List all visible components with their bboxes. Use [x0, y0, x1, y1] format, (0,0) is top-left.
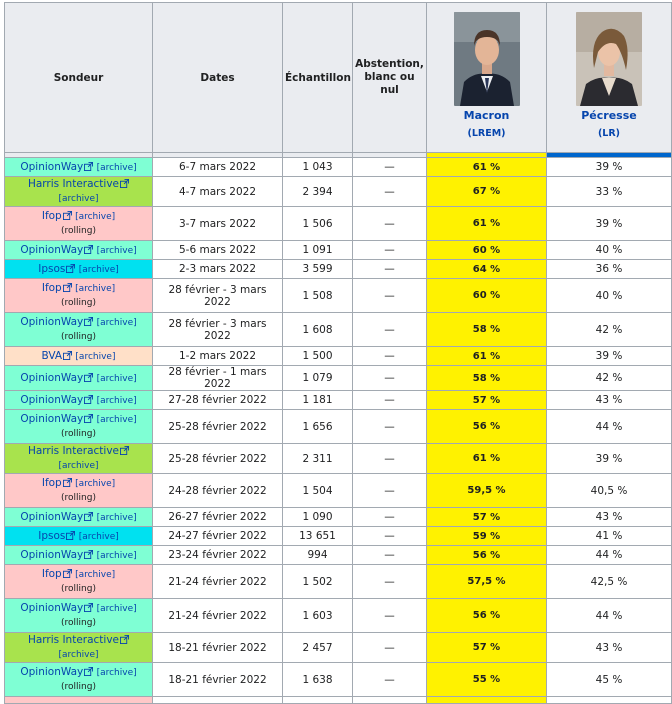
pecresse-value: 40 %: [547, 279, 672, 313]
pollster-cell: [5, 663, 153, 697]
table-row: [5, 177, 672, 207]
header-pollster[interactable]: Sondeur: [5, 3, 153, 153]
abstention-cell: —: [353, 347, 427, 366]
dates-cell: 24-27 février 2022: [153, 527, 283, 546]
abstention-cell: —: [353, 474, 427, 508]
sample-cell: 1 502: [283, 565, 353, 599]
table-row: [5, 663, 672, 697]
sample-cell: 1 608: [283, 313, 353, 347]
abstention-cell: —: [353, 207, 427, 241]
pecresse-value: 33 %: [547, 177, 672, 207]
macron-value: 57 %: [427, 508, 547, 527]
pecresse-portrait-photo[interactable]: [576, 12, 642, 106]
abstention-cell: —: [353, 599, 427, 633]
pollster-link[interactable]: Ipsos: [38, 529, 66, 542]
pollster-link[interactable]: Harris Interactive: [27, 445, 120, 457]
dates-cell: 27-28 février 2022: [153, 391, 283, 410]
partial-cell: [353, 697, 427, 704]
external-link-icon[interactable]: [83, 372, 93, 384]
partial-cell: [547, 697, 672, 704]
pollster-link[interactable]: OpinionWay: [20, 666, 84, 678]
archive-link[interactable]: [archive]: [96, 318, 137, 328]
dates-cell: 2-3 mars 2022: [153, 260, 283, 279]
sample-cell: 1 603: [283, 599, 353, 633]
pollster-cell: [5, 444, 153, 474]
table-row: [5, 508, 672, 527]
pecresse-value: 43 %: [547, 391, 672, 410]
pollster-link[interactable]: Harris Interactive: [27, 634, 120, 646]
external-link-icon[interactable]: [62, 350, 72, 362]
dates-cell: 28 février - 1 mars 2022: [153, 366, 283, 391]
sample-cell: 2 394: [283, 177, 353, 207]
archive-link[interactable]: [archive]: [96, 395, 137, 406]
candidate-party-pecresse[interactable]: (LR): [597, 127, 621, 139]
abstention-cell: —: [353, 527, 427, 546]
dates-cell: 1-2 mars 2022: [153, 347, 283, 366]
sample-cell: 1 638: [283, 663, 353, 697]
pecresse-value: 44 %: [547, 546, 672, 565]
macron-value: 56 %: [427, 599, 547, 633]
abstention-cell: —: [353, 241, 427, 260]
archive-link[interactable]: [archive]: [75, 212, 116, 222]
pollster-cell: [5, 546, 153, 565]
table-row: [5, 633, 672, 663]
table-row: [5, 158, 672, 177]
pollster-link[interactable]: OpinionWay: [20, 510, 84, 523]
macron-value: 57,5 %: [427, 565, 547, 599]
pollster-link[interactable]: OpinionWay: [20, 160, 84, 173]
pollster-cell: [5, 474, 153, 508]
pollster-link[interactable]: Harris Interactive: [27, 178, 120, 190]
candidate-party-macron[interactable]: (LREM): [467, 127, 506, 139]
sample-cell: 13 651: [283, 527, 353, 546]
pecresse-value: 42 %: [547, 313, 672, 347]
macron-value: 64 %: [427, 260, 547, 279]
external-link-icon[interactable]: [83, 161, 93, 173]
macron-value: 61 %: [427, 207, 547, 241]
sample-cell: 1 506: [283, 207, 353, 241]
archive-link[interactable]: [archive]: [58, 461, 99, 471]
pecresse-value: 43 %: [547, 633, 672, 663]
pollster-link[interactable]: Ifop: [41, 282, 62, 294]
abstention-cell: —: [353, 391, 427, 410]
pecresse-value: 44 %: [547, 599, 672, 633]
pecresse-value: 43 %: [547, 508, 672, 527]
archive-link[interactable]: [archive]: [58, 194, 99, 204]
sample-cell: 994: [283, 546, 353, 565]
pecresse-value: 40 %: [547, 241, 672, 260]
pollster-link[interactable]: BVA: [41, 349, 63, 362]
dates-cell: 28 février - 3 mars 2022: [153, 313, 283, 347]
external-link-icon[interactable]: [65, 530, 75, 542]
pollster-cell: [5, 599, 153, 633]
partial-cell: [427, 697, 547, 704]
abstention-cell: —: [353, 177, 427, 207]
pollster-cell: [5, 410, 153, 444]
table-row: [5, 546, 672, 565]
rolling-note: (rolling): [61, 682, 96, 692]
pollster-link[interactable]: Ifop: [41, 568, 62, 580]
rolling-note: (rolling): [61, 332, 96, 342]
candidate-name-macron[interactable]: Macron: [463, 108, 510, 122]
pollster-cell: [5, 347, 153, 366]
candidate-header-pecresse: [547, 3, 672, 153]
table-row: [5, 207, 672, 241]
pollster-cell: [5, 158, 153, 177]
sample-cell: 2 457: [283, 633, 353, 663]
archive-link[interactable]: [archive]: [96, 604, 137, 614]
table-row: [5, 565, 672, 599]
pecresse-value: 42 %: [547, 366, 672, 391]
table-row: [5, 313, 672, 347]
dates-cell: 21-24 février 2022: [153, 599, 283, 633]
pollster-link[interactable]: Ifop: [41, 477, 62, 489]
dates-cell: 25-28 février 2022: [153, 410, 283, 444]
macron-value: 57 %: [427, 391, 547, 410]
macron-value: 55 %: [427, 663, 547, 697]
sample-cell: 2 311: [283, 444, 353, 474]
archive-link[interactable]: [archive]: [78, 531, 119, 542]
abstention-cell: —: [353, 508, 427, 527]
external-link-icon[interactable]: [83, 549, 93, 561]
macron-value: 60 %: [427, 279, 547, 313]
candidate-name-pecresse[interactable]: Pécresse: [581, 108, 637, 122]
pollster-link[interactable]: OpinionWay: [20, 548, 84, 561]
abstention-cell: —: [353, 633, 427, 663]
external-link-icon[interactable]: [83, 394, 93, 406]
poll-rows: [5, 158, 672, 704]
archive-link[interactable]: [archive]: [96, 162, 137, 173]
macron-value: 59,5 %: [427, 474, 547, 508]
macron-value: 58 %: [427, 313, 547, 347]
macron-portrait-photo[interactable]: [454, 12, 520, 106]
dates-cell: 4-7 mars 2022: [153, 177, 283, 207]
abstention-cell: —: [353, 158, 427, 177]
macron-value: 59 %: [427, 527, 547, 546]
macron-value: 61 %: [427, 158, 547, 177]
archive-link[interactable]: [archive]: [75, 351, 116, 362]
pollster-link[interactable]: Ipsos: [38, 262, 66, 275]
table-row: [5, 410, 672, 444]
sample-cell: 1 091: [283, 241, 353, 260]
macron-value: 61 %: [427, 444, 547, 474]
dates-cell: 3-7 mars 2022: [153, 207, 283, 241]
sample-cell: 3 599: [283, 260, 353, 279]
external-link-icon[interactable]: [83, 244, 93, 256]
archive-link[interactable]: [archive]: [96, 512, 137, 523]
external-link-icon[interactable]: [83, 666, 93, 678]
header-abstention[interactable]: Abstention, blanc ou nul: [353, 3, 427, 153]
rolling-note: (rolling): [61, 618, 96, 628]
pollster-link[interactable]: OpinionWay: [20, 413, 84, 425]
pollster-cell: [5, 313, 153, 347]
abstention-cell: —: [353, 279, 427, 313]
pollster-cell: [5, 527, 153, 546]
external-link-icon[interactable]: [119, 445, 129, 457]
header-dates[interactable]: Dates: [153, 3, 283, 153]
pollster-cell: [5, 207, 153, 241]
pecresse-value: 39 %: [547, 347, 672, 366]
pollster-cell: [5, 391, 153, 410]
archive-link[interactable]: [archive]: [75, 479, 116, 489]
dates-cell: 28 février - 3 mars 2022: [153, 279, 283, 313]
abstention-cell: —: [353, 410, 427, 444]
macron-value: 56 %: [427, 410, 547, 444]
dates-cell: 23-24 février 2022: [153, 546, 283, 565]
table-row: [5, 260, 672, 279]
pecresse-value: 42,5 %: [547, 565, 672, 599]
partial-cell: [5, 697, 153, 704]
external-link-icon[interactable]: [83, 511, 93, 523]
dates-cell: 18-21 février 2022: [153, 633, 283, 663]
external-link-icon[interactable]: [62, 282, 72, 294]
macron-value: 60 %: [427, 241, 547, 260]
partial-cell: [153, 697, 283, 704]
sample-cell: 1 043: [283, 158, 353, 177]
pollster-link[interactable]: OpinionWay: [20, 602, 84, 614]
table-row: [5, 697, 672, 704]
pecresse-value: 39 %: [547, 444, 672, 474]
pecresse-value: 36 %: [547, 260, 672, 279]
table-row: [5, 241, 672, 260]
external-link-icon[interactable]: [119, 634, 129, 646]
dates-cell: 24-28 février 2022: [153, 474, 283, 508]
pollster-link[interactable]: OpinionWay: [20, 316, 84, 328]
pollster-cell: [5, 279, 153, 313]
archive-link[interactable]: [archive]: [75, 570, 116, 580]
sample-cell: 1 079: [283, 366, 353, 391]
external-link-icon[interactable]: [83, 413, 93, 425]
archive-link[interactable]: [archive]: [96, 668, 137, 678]
rolling-note: (rolling): [61, 584, 96, 594]
dates-cell: 25-28 février 2022: [153, 444, 283, 474]
table-row: [5, 474, 672, 508]
pecresse-value: 45 %: [547, 663, 672, 697]
external-link-icon[interactable]: [65, 263, 75, 275]
abstention-cell: —: [353, 663, 427, 697]
pollster-link[interactable]: OpinionWay: [20, 371, 84, 384]
sample-cell: 1 656: [283, 410, 353, 444]
macron-value: 61 %: [427, 347, 547, 366]
abstention-cell: —: [353, 546, 427, 565]
archive-link[interactable]: [archive]: [78, 264, 119, 275]
candidate-header-macron: [427, 3, 547, 153]
sample-cell: 1 181: [283, 391, 353, 410]
macron-value: 56 %: [427, 546, 547, 565]
external-link-icon[interactable]: [62, 568, 72, 580]
archive-link[interactable]: [archive]: [96, 550, 137, 561]
partial-cell: [283, 697, 353, 704]
rolling-note: (rolling): [61, 429, 96, 439]
dates-cell: 18-21 février 2022: [153, 663, 283, 697]
polls-table: [4, 2, 672, 704]
table-row: [5, 347, 672, 366]
pollster-cell: [5, 177, 153, 207]
external-link-icon[interactable]: [62, 210, 72, 222]
archive-link[interactable]: [archive]: [96, 415, 137, 425]
abstention-cell: —: [353, 260, 427, 279]
abstention-cell: —: [353, 444, 427, 474]
rolling-note: (rolling): [61, 493, 96, 503]
external-link-icon[interactable]: [119, 178, 129, 190]
header-sample[interactable]: Échantillon: [283, 3, 353, 153]
dates-cell: 5-6 mars 2022: [153, 241, 283, 260]
abstention-cell: —: [353, 565, 427, 599]
sample-cell: 1 500: [283, 347, 353, 366]
pollster-link[interactable]: OpinionWay: [20, 393, 84, 406]
pecresse-value: 41 %: [547, 527, 672, 546]
pecresse-value: 39 %: [547, 207, 672, 241]
pollster-cell: [5, 260, 153, 279]
pollster-cell: [5, 241, 153, 260]
table-row: [5, 366, 672, 391]
sample-cell: 1 090: [283, 508, 353, 527]
table-row: [5, 444, 672, 474]
rolling-note: (rolling): [61, 226, 96, 236]
pollster-cell: [5, 565, 153, 599]
sample-cell: 1 508: [283, 279, 353, 313]
rolling-note: (rolling): [61, 298, 96, 308]
abstention-cell: —: [353, 366, 427, 391]
table-row: [5, 599, 672, 633]
pollster-link[interactable]: Ifop: [41, 210, 62, 222]
archive-link[interactable]: [archive]: [75, 284, 116, 294]
table-row: [5, 279, 672, 313]
pecresse-value: 39 %: [547, 158, 672, 177]
macron-value: 57 %: [427, 633, 547, 663]
table-row: [5, 527, 672, 546]
pecresse-value: 40,5 %: [547, 474, 672, 508]
archive-link[interactable]: [archive]: [96, 373, 137, 384]
pecresse-value: 44 %: [547, 410, 672, 444]
dates-cell: 26-27 février 2022: [153, 508, 283, 527]
pollster-cell: [5, 366, 153, 391]
abstention-cell: —: [353, 313, 427, 347]
pollster-cell: [5, 508, 153, 527]
dates-cell: 21-24 février 2022: [153, 565, 283, 599]
macron-value: 67 %: [427, 177, 547, 207]
table-row: [5, 391, 672, 410]
pollster-link[interactable]: OpinionWay: [20, 243, 84, 256]
external-link-icon[interactable]: [83, 316, 93, 328]
dates-cell: 6-7 mars 2022: [153, 158, 283, 177]
pollster-cell: [5, 633, 153, 663]
macron-value: 58 %: [427, 366, 547, 391]
external-link-icon[interactable]: [83, 602, 93, 614]
sample-cell: 1 504: [283, 474, 353, 508]
archive-link[interactable]: [archive]: [96, 245, 137, 256]
external-link-icon[interactable]: [62, 477, 72, 489]
archive-link[interactable]: [archive]: [58, 650, 99, 660]
